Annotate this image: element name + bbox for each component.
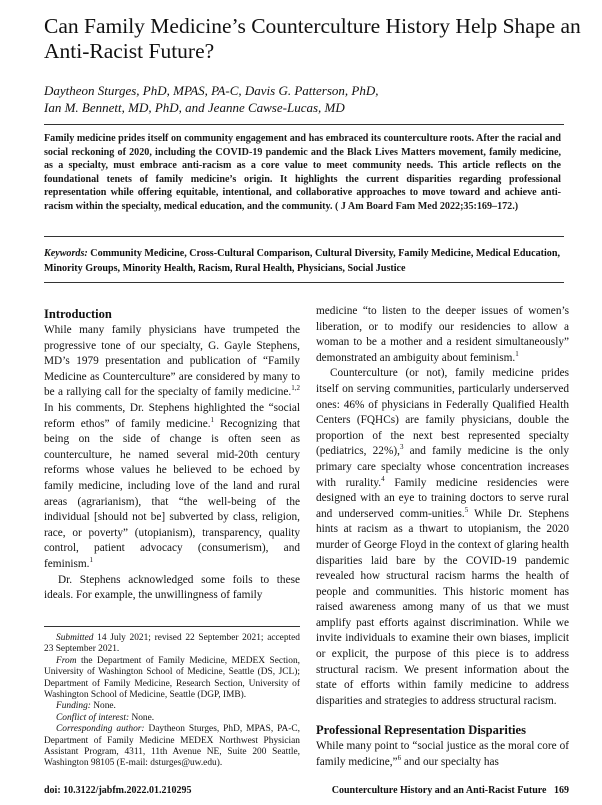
text-run: While Dr. Stephens hints at racism as a thwart to utopianism, the 2020 murder of George Floyd in the context of glaring health disparities laid bare by the COVID-19 pandemic revealed how structural racism harms the health of people and communities. This historic moment has raised awareness among many of us that we must amplify past efforts against discrimination. While we invite individuals to examine their own biases, implicit or explicit, the purpose of this piece is to address structural racism. We present information about the state of efforts within family medicine to address disparities and strategies to address structural racism. (316, 507, 569, 707)
keywords (44, 246, 561, 276)
footnote-label: Submitted (56, 633, 94, 643)
citation-ref: 5 (464, 505, 469, 514)
text-run: Recognizing that being on the side of change is often seen as counterculture, he named several mid-20th century reforms whose values he believed to be echoed by family medicine, including love of the land and rural areas (agrarianism), that “the well-being of the individual [should not be] subverted by class, religion, race, or poverty” (utopianism), transparency, quality control, patient advocacy (consumerism), and feminism. (44, 417, 300, 570)
divider-keywords-top (44, 236, 564, 237)
citation-ref: 1 (210, 415, 215, 424)
keywords-label: Keywords: (44, 248, 88, 259)
text-run: Counterculture (or not), family medicine prides itself on serving communities, particularly underserved ones: 46% of physicians in Federally Qualified Health Centers (FQHCs) are family physicians, double the proportion of the next best represented specialty (pediatrics, 22%), (316, 367, 569, 458)
text-run: Family medicine residencies were designed with an eye to training doctors to serve rural and underserved comm-unities. (316, 476, 570, 520)
keywords-text: Community Medicine, Cross-Cultural Comparison, Cultural Diversity, Family Medicine, Medical Education, Minority Groups, Minority Health, Racism, Rural Health, Physicians, Social Justice (44, 248, 560, 274)
section-heading-representation: Professional Representation Disparities (316, 723, 526, 738)
footnote-affiliation (44, 656, 300, 702)
citation-ref: 4 (381, 474, 385, 483)
footnote-text: None. (129, 712, 155, 723)
footnote-label: Corresponding author: (56, 724, 145, 735)
page-footer (44, 785, 569, 796)
section-heading-introduction: Introduction (44, 307, 112, 321)
citation-ref: 1 (515, 350, 519, 359)
author-line-1: Daytheon Sturges, PhD, MPAS, PA-C, Davis G. Patterson, PhD, (44, 83, 379, 98)
text-run: and our specialty has (401, 756, 499, 769)
citation-ref: 6 (397, 754, 402, 763)
left-column (44, 306, 300, 604)
text-run: In his comments, Dr. Stephens highlighted the “social reform ethos” of family medicine. (44, 401, 300, 430)
citation-ref: 1,2 (291, 384, 300, 393)
intro-paragraph-1 (44, 323, 300, 573)
footnote-submitted (44, 633, 300, 656)
body-paragraph-representation (316, 739, 569, 770)
intro-paragraph-2: Dr. Stephens acknowledged some foils to these ideals. For example, the unwillingness of family (44, 573, 300, 602)
article-title: Can Family Medicine’s Counterculture History Help Shape an Anti-Racist Future? (44, 14, 581, 63)
divider-keywords-bottom (44, 282, 564, 283)
page-number: 169 (554, 785, 569, 796)
footnote-text: 14 July 2021; revised 22 September 2021; accepted 23 September 2021. (44, 633, 300, 655)
text-run: While many family physicians have trumpeted the progressive tone of our specialty, G. Gayle Stephens, MD’s 1979 presentation and publication of “Family Medicine as Counterculture” are considered by many to be a rallying call for the specialty of family medicine. (44, 324, 300, 399)
author-list (44, 82, 584, 116)
footer-right (332, 785, 569, 796)
body-paragraph-continued (316, 304, 569, 366)
running-title: Counterculture History and an Anti-Racist Future (331, 785, 547, 796)
citation-ref: 1 (89, 556, 93, 565)
divider-top (44, 124, 564, 125)
footnote-corresponding-author (44, 724, 300, 770)
article-footnotes (44, 626, 300, 770)
footnote-text: None. (90, 701, 116, 712)
footnote-label: Conflict of interest: (56, 712, 130, 723)
footnote-text: Daytheon Sturges, PhD, MPAS, PA-C, Department of Family Medicine MEDEX Northwest Physician Assistant Program, 4311, 11th Avenue NE, Suite 200 Seattle, Washington 98105 (E-mail: dsturges@uw.edu). (44, 724, 300, 769)
right-column (316, 304, 569, 771)
footnote-text: the Department of Family Medicine, MEDEX Section, University of Washington School of Medicine, Seattle (DS, JCL); Department of Family Medicine, Research Section, University of Washington School of Medicine, Seattle (DGP, IMB). (44, 655, 300, 701)
abstract: Family medicine prides itself on community engagement and has embraced its counterculture roots. After the racial and social reckoning of 2020, including the COVID-19 pandemic and the Black Lives Matters movement, family medicine, as a specialty, must embrace anti-racism as a core value to meet community needs. This article reflects on the foundational tenets of family medicine’s origin. It highlights the current disparities regarding professional representation while offering equitable, intentional, and collaborative approaches to move toward and achieve anti-racism within the specialty, medical education, and the community. ( J Am Board Fam Med 2022;35:169–172.) (44, 133, 561, 212)
citation-ref: 3 (399, 443, 404, 452)
footnote-conflict (44, 713, 300, 724)
author-line-2: Ian M. Bennett, MD, PhD, and Jeanne Cawse-Lucas, MD (44, 100, 345, 115)
footnote-label: From (56, 655, 77, 666)
text-run: medicine “to listen to the deeper issues of women’s liberation, or to modify our residencies to allow a woman to be a mother and a resident simultaneously” demonstrated an ambiguity about feminism. (316, 305, 569, 364)
text-run: and family medicine is the only primary care specialty whose concentration increases with rurality. (316, 445, 569, 489)
doi-link[interactable]: doi: 10.3122/jabfm.2022.01.210295 (44, 785, 192, 796)
footnote-funding (44, 701, 300, 712)
footnote-label: Funding: (56, 701, 91, 712)
text-run: While many point to “social justice as the moral core of family medicine,” (316, 740, 569, 769)
body-paragraph-counterculture (316, 366, 569, 709)
